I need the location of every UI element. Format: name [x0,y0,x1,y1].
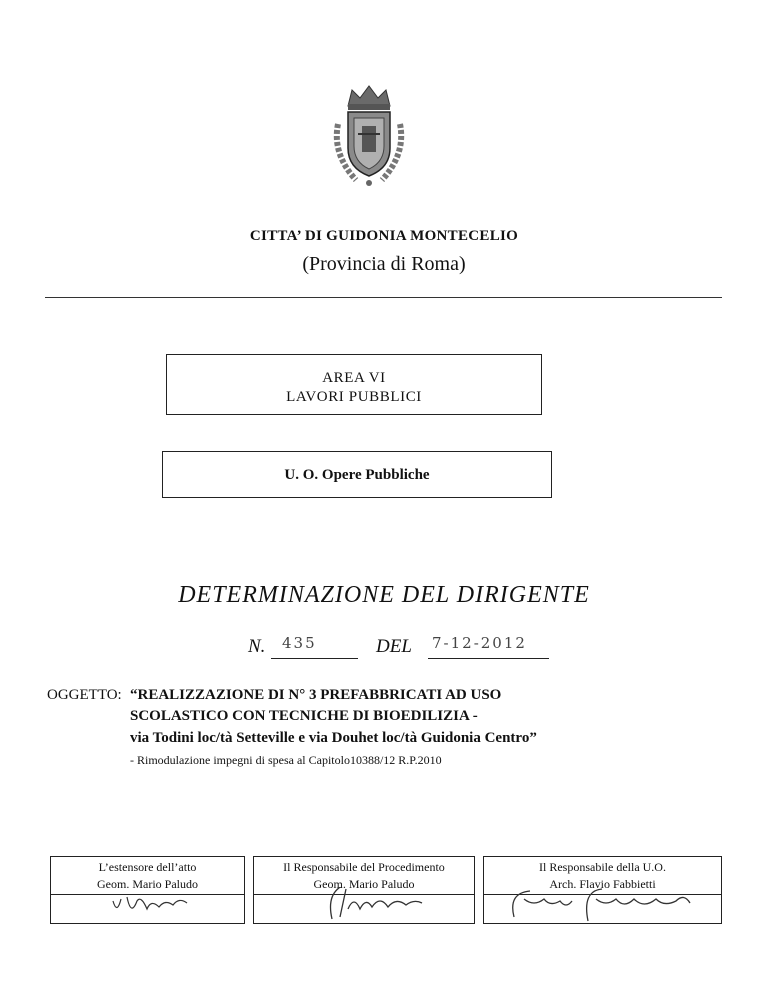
city-name: CITTA’ DI GUIDONIA MONTECELIO [249,228,519,244]
province-name: (Provincia di Roma) [302,253,466,275]
unit-label: U. O. Opere Pubbliche [284,467,430,483]
signature-role: Il Responsabile della U.O. [539,860,666,874]
handwritten-signature-icon [484,887,723,923]
area-box [166,354,542,415]
subject-line-3: via Todini loc/tà Setteville e via Douhet loc/tà Guidonia Centro” [130,730,537,746]
area-department: LAVORI PUBBLICI [286,389,422,405]
subject-line-4: - Rimodulazione impegni di spesa al Capitolo10388/12 R.P.2010 [130,753,442,767]
number-label: N. [248,636,266,657]
unit-box [162,451,552,498]
header-divider [45,297,722,298]
date-value-handwritten: 7-12-2012 [432,634,527,652]
subject-line-2: SCOLASTICO CON TECNICHE DI BIOEDILIZIA - [130,708,478,724]
subject-line-1: “REALIZZAZIONE DI N° 3 PREFABBRICATI AD USO [130,687,502,703]
area-number: AREA VI [322,370,386,386]
handwritten-signature-icon [254,887,476,923]
signature-name: Geom. Mario Paludo [313,877,415,891]
signature-table [50,856,722,924]
signature-cell-procedure-manager [253,856,475,924]
subject-label: OGGETTO: [47,687,122,703]
signature-role: Il Responsabile del Procedimento [283,860,445,874]
number-value-handwritten: 435 [282,634,317,652]
number-underline [271,658,358,659]
crest-icon [328,84,410,188]
signature-name: Geom. Mario Paludo [97,877,198,891]
signature-cell-drafter [50,856,245,924]
signature-name: Arch. Flavio Fabbietti [549,877,656,891]
handwritten-signature-icon [51,887,246,923]
date-underline [428,658,549,659]
signature-cell-unit-manager [483,856,722,924]
signature-role: L’estensore dell’atto [98,860,197,874]
document-title: DETERMINAZIONE DEL DIRIGENTE [178,582,590,608]
date-label: DEL [376,636,412,657]
